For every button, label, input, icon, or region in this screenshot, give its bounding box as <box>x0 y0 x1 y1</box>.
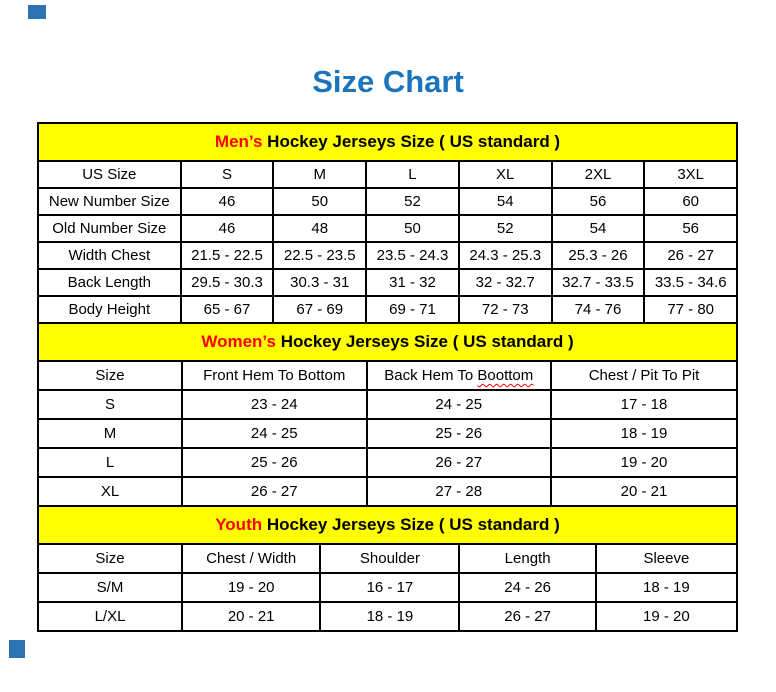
table-cell: 24 - 25 <box>367 390 552 419</box>
table-cell: 52 <box>366 188 459 215</box>
table-header-row <box>38 544 737 573</box>
table-cell: 18 - 19 <box>320 602 459 631</box>
table-cell: 27 - 28 <box>367 477 552 506</box>
mens-banner <box>37 122 738 162</box>
table-cell: 54 <box>552 215 645 242</box>
table-cell: 48 <box>273 215 366 242</box>
table-cell: 50 <box>366 215 459 242</box>
table-cell: 21.5 - 22.5 <box>181 242 274 269</box>
table-cell: 74 - 76 <box>552 296 645 323</box>
table-cell: 16 - 17 <box>320 573 459 602</box>
page-title: Size Chart <box>312 64 464 99</box>
table-header-row <box>38 361 737 390</box>
table-cell: 56 <box>552 188 645 215</box>
table-cell: 31 - 32 <box>366 269 459 296</box>
column-header: S <box>181 161 274 188</box>
table-cell: 46 <box>181 188 274 215</box>
table-cell: 26 - 27 <box>182 477 367 506</box>
table-cell: 72 - 73 <box>459 296 552 323</box>
table-cell: 25.3 - 26 <box>552 242 645 269</box>
table-cell: 18 - 19 <box>551 419 737 448</box>
table-cell: 20 - 21 <box>551 477 737 506</box>
table-cell: 69 - 71 <box>366 296 459 323</box>
table-cell: 19 - 20 <box>551 448 737 477</box>
table-cell: 77 - 80 <box>644 296 737 323</box>
table-cell: 19 - 20 <box>596 602 737 631</box>
table-row <box>38 448 737 477</box>
row-label: Body Height <box>38 296 181 323</box>
row-label: New Number Size <box>38 188 181 215</box>
column-header-with-typo <box>367 361 552 390</box>
row-label: M <box>38 419 182 448</box>
table-cell: 23 - 24 <box>182 390 367 419</box>
table-cell: 67 - 69 <box>273 296 366 323</box>
row-label: Width Chest <box>38 242 181 269</box>
table-cell: 30.3 - 31 <box>273 269 366 296</box>
table-row <box>38 419 737 448</box>
table-cell: 46 <box>181 215 274 242</box>
table-cell: 26 - 27 <box>644 242 737 269</box>
row-label: L/XL <box>38 602 182 631</box>
row-label: Back Length <box>38 269 181 296</box>
row-label: XL <box>38 477 182 506</box>
youth-size-table <box>37 543 738 632</box>
column-header: US Size <box>38 161 181 188</box>
mens-banner-accent: Men’s <box>214 132 263 151</box>
youth-banner-text: Hockey Jerseys Size ( US standard ) <box>262 515 560 534</box>
table-row <box>38 390 737 419</box>
column-header: Size <box>38 544 182 573</box>
column-header: 3XL <box>644 161 737 188</box>
row-label: S <box>38 390 182 419</box>
column-header: M <box>273 161 366 188</box>
mens-size-table <box>37 160 738 324</box>
table-cell: 52 <box>459 215 552 242</box>
table-cell: 25 - 26 <box>182 448 367 477</box>
table-cell: 26 - 27 <box>367 448 552 477</box>
back-hem-text: Back Hem To <box>384 367 478 384</box>
table-cell: 50 <box>273 188 366 215</box>
mens-banner-text: Hockey Jerseys Size ( US standard ) <box>262 132 561 151</box>
table-cell: 56 <box>644 215 737 242</box>
table-row <box>38 602 737 631</box>
table-row <box>38 242 737 269</box>
table-row <box>38 215 737 242</box>
table-cell: 26 - 27 <box>459 602 595 631</box>
column-header: XL <box>459 161 552 188</box>
table-cell: 24.3 - 25.3 <box>459 242 552 269</box>
row-label: S/M <box>38 573 182 602</box>
table-cell: 19 - 20 <box>182 573 320 602</box>
table-cell: 65 - 67 <box>181 296 274 323</box>
table-row <box>38 296 737 323</box>
table-cell: 24 - 25 <box>182 419 367 448</box>
blue-corner-marker-bottom-left <box>9 640 25 658</box>
table-row <box>38 269 737 296</box>
womens-banner-text: Hockey Jerseys Size ( US standard ) <box>275 332 574 351</box>
youth-banner <box>37 505 738 545</box>
table-row <box>38 188 737 215</box>
column-header: Length <box>459 544 595 573</box>
table-cell: 24 - 26 <box>459 573 595 602</box>
womens-banner <box>37 322 738 362</box>
row-label: Old Number Size <box>38 215 181 242</box>
column-header: Chest / Width <box>182 544 320 573</box>
blue-corner-marker-top-left <box>28 5 46 19</box>
womens-size-table <box>37 360 738 507</box>
table-cell: 18 - 19 <box>596 573 737 602</box>
womens-banner-accent: Women’s <box>201 332 276 351</box>
table-row <box>38 573 737 602</box>
table-cell: 25 - 26 <box>367 419 552 448</box>
column-header: Front Hem To Bottom <box>182 361 367 390</box>
column-header: Sleeve <box>596 544 737 573</box>
column-header: L <box>366 161 459 188</box>
table-row <box>38 477 737 506</box>
table-cell: 32 - 32.7 <box>459 269 552 296</box>
column-header: Size <box>38 361 182 390</box>
table-cell: 60 <box>644 188 737 215</box>
column-header: Shoulder <box>320 544 459 573</box>
table-cell: 54 <box>459 188 552 215</box>
table-cell: 17 - 18 <box>551 390 737 419</box>
column-header: Chest / Pit To Pit <box>551 361 737 390</box>
table-cell: 32.7 - 33.5 <box>552 269 645 296</box>
table-cell: 33.5 - 34.6 <box>644 269 737 296</box>
column-header: 2XL <box>552 161 645 188</box>
table-cell: 20 - 21 <box>182 602 320 631</box>
size-chart <box>37 122 738 632</box>
table-cell: 23.5 - 24.3 <box>366 242 459 269</box>
table-cell: 22.5 - 23.5 <box>273 242 366 269</box>
row-label: L <box>38 448 182 477</box>
table-cell: 29.5 - 30.3 <box>181 269 274 296</box>
table-header-row <box>38 161 737 188</box>
spellcheck-squiggle-word: Boottom <box>477 367 534 384</box>
youth-banner-accent: Youth <box>215 515 263 534</box>
